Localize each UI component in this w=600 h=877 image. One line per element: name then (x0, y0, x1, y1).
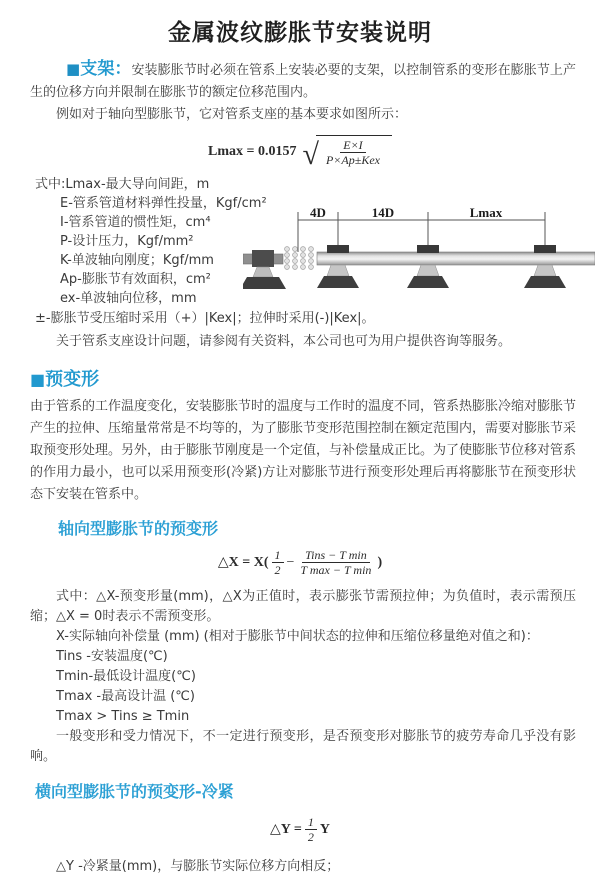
definition-line: ex-单波轴向位移，mm (60, 290, 197, 306)
support-closing-note: 关于管系支座设计问题，请参阅有关资料，本公司也可为用户提供咨询等服务。 (56, 333, 512, 349)
lateral-preform-heading: 横向型膨胀节的预变形-冷紧 (35, 781, 234, 801)
formula-prefix: △Y = (270, 821, 302, 837)
support-example-line: 例如对于轴向型膨胀节，它对管系支座的基本要求如图所示： (56, 107, 408, 122)
axial-preform-formula (0, 548, 600, 578)
bellows-icon (285, 247, 314, 270)
guide-support (407, 245, 449, 288)
definition-line: K-单波轴向刚度；Kgf/mm (60, 252, 214, 268)
blue-square-bullet-icon: ■ (30, 369, 46, 389)
dimension-label-4d: 4D (310, 206, 326, 220)
definition-line: 式中:Lmax-最大导向间距，m (35, 176, 210, 192)
note-line: Tmax > Tins ≥ Tmin (56, 708, 190, 724)
note-line: 一般变形和受力情况下，不一定进行预变形，是否预变形对膨胀节的疲劳寿命几乎没有影响。 (30, 728, 576, 764)
lateral-preform-formula (0, 815, 600, 845)
minus-operator: − (286, 554, 295, 570)
support-intro-text: 安装膨胀节时必须在管系上安装必要的支架，以控制管系的变形在膨胀节上产生的位移方向并限制在膨胀节的额定位移范围内。 (30, 63, 576, 100)
note-line: Tmax -最高设计温 (℃) (56, 688, 195, 704)
radical-sign-icon: √ (302, 137, 319, 171)
axial-preform-heading: 轴向型膨胀节的预变形 (58, 518, 219, 538)
guide-support (317, 245, 359, 288)
one-half-fraction: $\frac{1}{2}$ (305, 815, 317, 845)
pipe-support-diagram (243, 206, 595, 302)
lateral-formula-note: △Y -冷紧量(mm)，与膨胀节实际位移方向相反； (56, 859, 340, 875)
one-half-fraction: $\frac{1}{2}$ (272, 548, 284, 578)
note-line: Tins -安装温度(℃) (56, 648, 168, 664)
note-line: Tmin-最低设计温度(℃) (56, 668, 196, 684)
definition-line: E-管系管道材料弹性投量，Kgf/cm² (60, 195, 267, 211)
blue-square-bullet-icon: ■ (66, 60, 81, 78)
preform-section-heading: ■预变形 (30, 368, 100, 390)
formula-suffix: Y (319, 821, 330, 837)
support-section-label: ■支架： (66, 59, 132, 79)
formula-prefix: △X = X( (217, 554, 269, 570)
pipe (317, 252, 595, 265)
plus-minus-note: ±-膨胀节受压缩时采用（+）|Kex|；拉伸时采用(-)|Kex|。 (35, 310, 375, 326)
preform-paragraph: 由于管系的工作温度变化，安装膨胀节时的温度与工作时的温度不同，管系热膨胀冷缩对膨胀节产生的拉伸、压缩量常常是不均等的，为了膨胀节变形范围控制在额定范围内，需要对膨胀节采取预变形处理。另外，由于膨胀节刚度是一个定值，与补偿量成正比。为了使膨胀节位移对管系的作用力最小，也可以采用预变形(冷紧)方让对膨胀节进行预变形处理后再将膨胀节在预变形状态下安装在管系中。 (30, 398, 577, 502)
temperature-fraction: $\frac{\text{Tins − T min}}{\text{T max − T min}}$ (300, 547, 372, 578)
guide-spacing-formula (0, 135, 600, 171)
square-root-expression (302, 135, 392, 171)
note-line: X-实际轴向补偿量 (mm) (相对于膨胀节中间状态的拉伸和压缩位移量绝对值之和)： (56, 628, 539, 644)
definition-line: I-管系管道的惯性矩，cm⁴ (60, 214, 211, 230)
formula-suffix: ) (377, 554, 383, 570)
document-page (0, 14, 600, 875)
guide-support (524, 245, 566, 288)
axial-formula-notes (30, 587, 576, 767)
note-line: 式中：△X-预变形量(mm)，△X为正值时，表示膨张节需预拉伸；为负值时，表示需预压缩；△X = 0时表示不需预变形。 (30, 588, 576, 624)
page-title: 金属波纹膨胀节安装说明 (168, 20, 432, 46)
definition-line: P-设计压力，Kgf/mm² (60, 233, 194, 249)
definition-line: Ap-膨胀节有效面积，cm² (60, 271, 211, 287)
support-intro-paragraph (30, 58, 576, 104)
dimension-label-14d: 14D (371, 206, 395, 220)
formula-lhs: Lmax = 0.0157 (208, 143, 297, 159)
formula-fraction: $\frac{E\times I}{\text{P×Ap±Kex}}$ (325, 138, 380, 168)
dimension-label-lmax: Lmax (469, 206, 503, 220)
